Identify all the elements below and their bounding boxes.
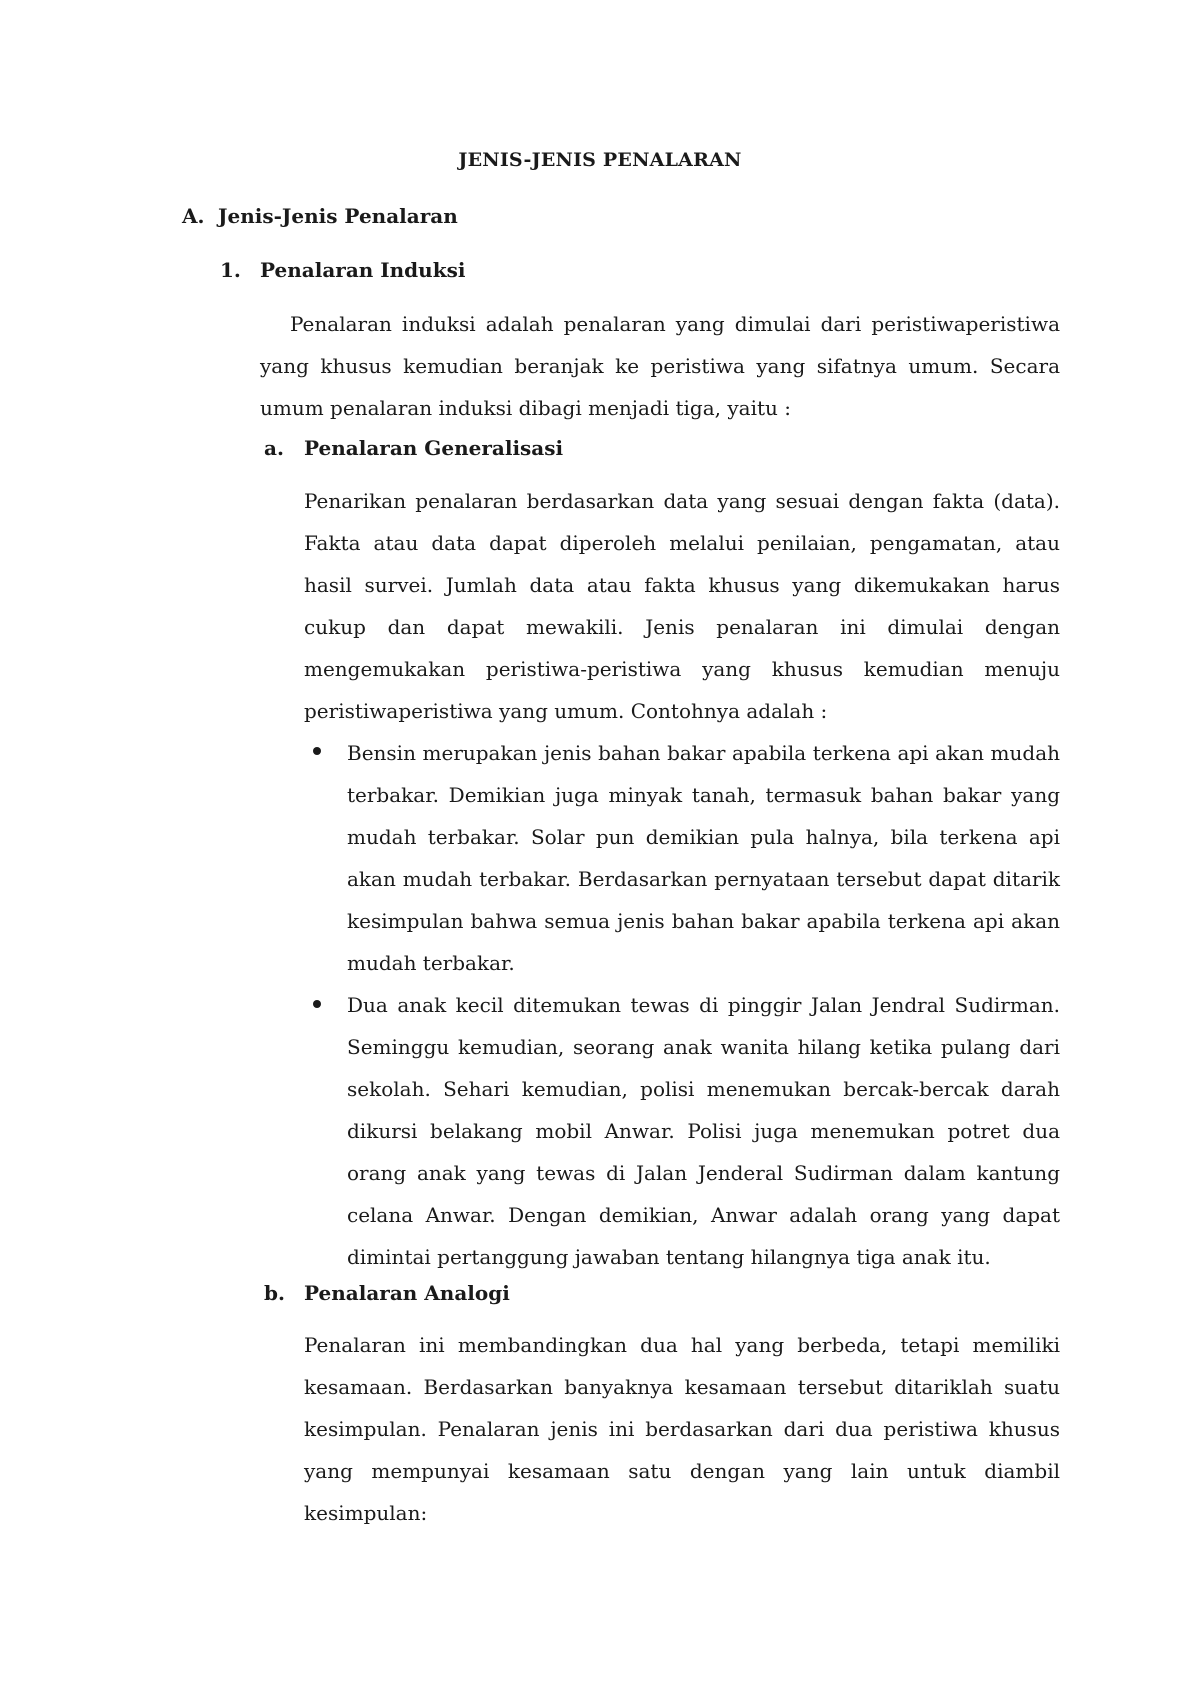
intro-paragraph: Penalaran induksi adalah penalaran yang dimulai dari peristiwaperistiwa yang khusus kemudian beranjak ke peristiwa yang sifatnya umum. Secara umum penalaran induksi dibagi menjadi tiga, yaitu : — [260, 312, 1060, 420]
bullet-dot-icon — [313, 747, 321, 755]
section-a-heading — [182, 203, 458, 229]
section-1-label: Penalaran Induksi — [260, 258, 466, 282]
generalisasi-paragraph: Penarikan penalaran berdasarkan data yang sesuai dengan fakta (data). Fakta atau data dapat diperoleh melalui penilaian, pengamatan, atau hasil survei. Jumlah data atau fakta khusus yang dikemukakan harus cukup dan dapat mewakili. Jenis penalaran ini dimulai dengan mengemukakan peristiwa-peristiwa yang khusus kemudian menuju peristiwaperistiwa yang umum. Contohnya adalah : — [304, 489, 1060, 723]
section-a-label: Jenis-Jenis Penalaran — [218, 204, 458, 228]
bullet-dot-icon — [313, 1000, 321, 1008]
example-item: Dua anak kecil ditemukan tewas di pinggir Jalan Jendral Sudirman. Seminggu kemudian, seorang anak wanita hilang ketika pulang dari sekolah. Sehari kemudian, polisi menemukan bercak-bercak darah dikursi belakang mobil Anwar. Polisi juga menemukan potret dua orang anak yang tewas di Jalan Jenderal Sudirman dalam kantung celana Anwar. Dengan demikian, Anwar adalah orang yang dapat dimintai pertanggung jawaban tentang hilangnya tiga anak itu. — [347, 993, 1060, 1269]
subsection-a-label: Penalaran Generalisasi — [304, 436, 564, 460]
example-item: Bensin merupakan jenis bahan bakar apabila terkena api akan mudah terbakar. Demikian juga minyak tanah, termasuk bahan bakar yang mudah terbakar. Solar pun demikian pula halnya, bila terkena api akan mudah terbakar. Berdasarkan pernyataan tersebut dapat ditarik kesimpulan bahwa semua jenis bahan bakar apabila terkena api akan mudah terbakar. — [347, 741, 1060, 975]
subsection-a-marker: a. — [264, 436, 284, 460]
section-1-heading — [220, 257, 465, 283]
subsection-a-heading — [264, 435, 563, 461]
subsection-b-label: Penalaran Analogi — [304, 1281, 510, 1305]
section-1-marker: 1. — [220, 258, 241, 282]
subsection-b-marker: b. — [264, 1281, 285, 1305]
page-title: JENIS-JENIS PENALARAN — [458, 149, 742, 171]
section-a-marker: A. — [182, 204, 205, 228]
analogi-paragraph: Penalaran ini membandingkan dua hal yang berbeda, tetapi memiliki kesamaan. Berdasarkan banyaknya kesamaan tersebut ditariklah suatu kesimpulan. Penalaran jenis ini berdasarkan dari dua peristiwa khusus yang mempunyai kesamaan satu dengan yang lain untuk diambil kesimpulan: — [304, 1333, 1060, 1525]
subsection-b-heading — [264, 1280, 510, 1306]
